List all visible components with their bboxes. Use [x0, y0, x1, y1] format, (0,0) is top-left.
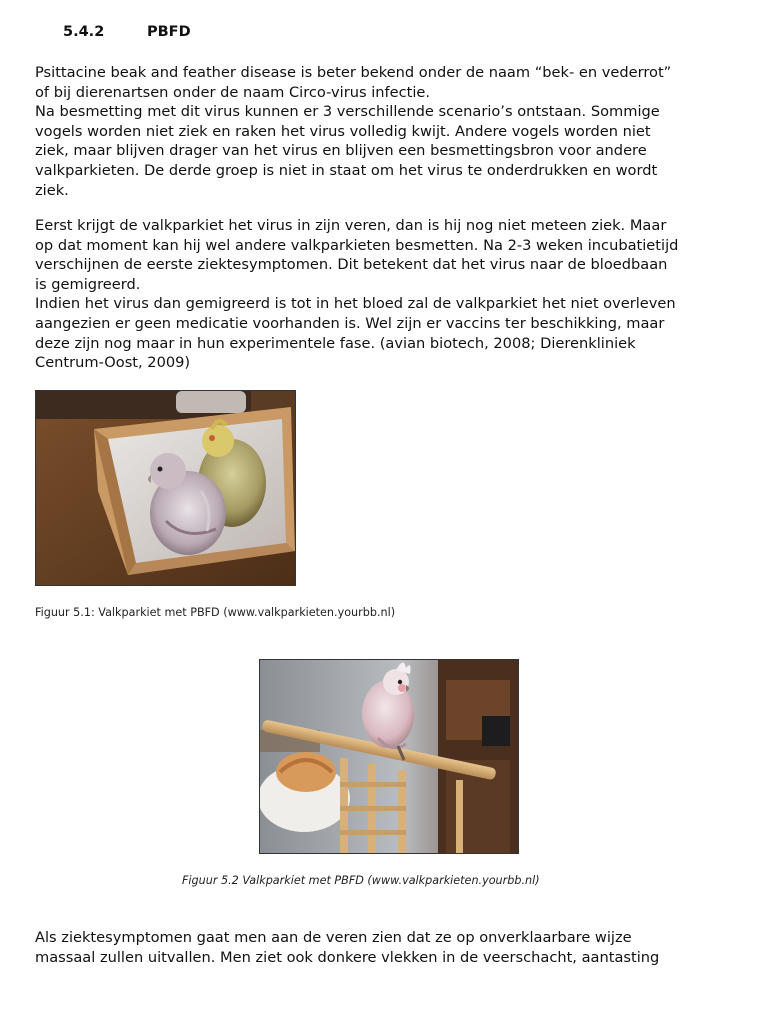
text-line: Eerst krijgt de valkparkiet het virus in zijn veren, dan is hij nog niet meteen ziek. Maar — [35, 217, 667, 234]
text-line: is gemigreerd. — [35, 275, 141, 293]
text-line: op dat moment kan hij wel andere valkparkieten besmetten. Na 2-3 weken incubatietijd — [35, 236, 679, 254]
figure-caption: Figuur 5.2 Valkparkiet met PBFD (www.valkparkieten.yourbb.nl) — [182, 874, 540, 887]
text-line: massaal zullen uitvallen. Men ziet ook donkere vlekken in de veerschacht, aantasting — [35, 948, 660, 966]
text-line: Indien het virus dan gemigreerd is tot in het bloed zal de valkparkiet het niet overleven — [35, 295, 676, 313]
chicks-photo-image — [36, 391, 295, 585]
text-line: Centrum-Oost, 2009) — [35, 354, 191, 372]
text-line: of bij dierenartsen onder de naam Circo-virus infectie. — [35, 83, 431, 101]
text-line: deze zijn nog maar in hun experimentele fase. (avian biotech, 2008; Dierenkliniek — [35, 334, 636, 352]
text-line: valkparkieten. De derde groep is niet in staat om het virus te onderdrukken en wordt — [35, 161, 658, 179]
section-heading — [63, 24, 191, 40]
text-line: Als ziektesymptomen gaat men aan de veren zien dat ze op onverklaarbare wijze — [35, 929, 632, 946]
figure-photo-chicks — [36, 391, 295, 585]
paragraph-symptoms — [35, 928, 755, 967]
text-line: verschijnen de eerste ziektesymptomen. Dit betekent dat het virus naar de bloedbaan — [35, 256, 668, 274]
section-title: PBFD — [147, 24, 191, 40]
text-line: vogels worden niet ziek en raken het virus volledig kwijt. Andere vogels worden niet — [35, 122, 651, 140]
text-line: Na besmetting met dit virus kunnen er 3 verschillende scenario’s ontstaan. Sommige — [35, 103, 660, 121]
text-line: ziek, maar blijven drager van het virus en blijven een besmettingsbron voor andere — [35, 142, 647, 160]
paragraph-infection — [35, 216, 755, 373]
text-line: Psittacine beak and feather disease is beter bekend onder de naam “bek- en vederrot” — [35, 64, 672, 81]
section-number: 5.4.2 — [63, 24, 105, 40]
text-line: aangezien er geen medicatie voorhanden is. Wel zijn er vaccins ter beschikking, maar — [35, 314, 665, 332]
paragraph-intro — [35, 63, 755, 200]
figure-caption: Figuur 5.1: Valkparkiet met PBFD (www.valkparkieten.yourbb.nl) — [35, 606, 396, 619]
text-line: ziek. — [35, 181, 69, 199]
figure-photo-perch — [260, 660, 518, 853]
perch-photo-image — [260, 660, 518, 853]
